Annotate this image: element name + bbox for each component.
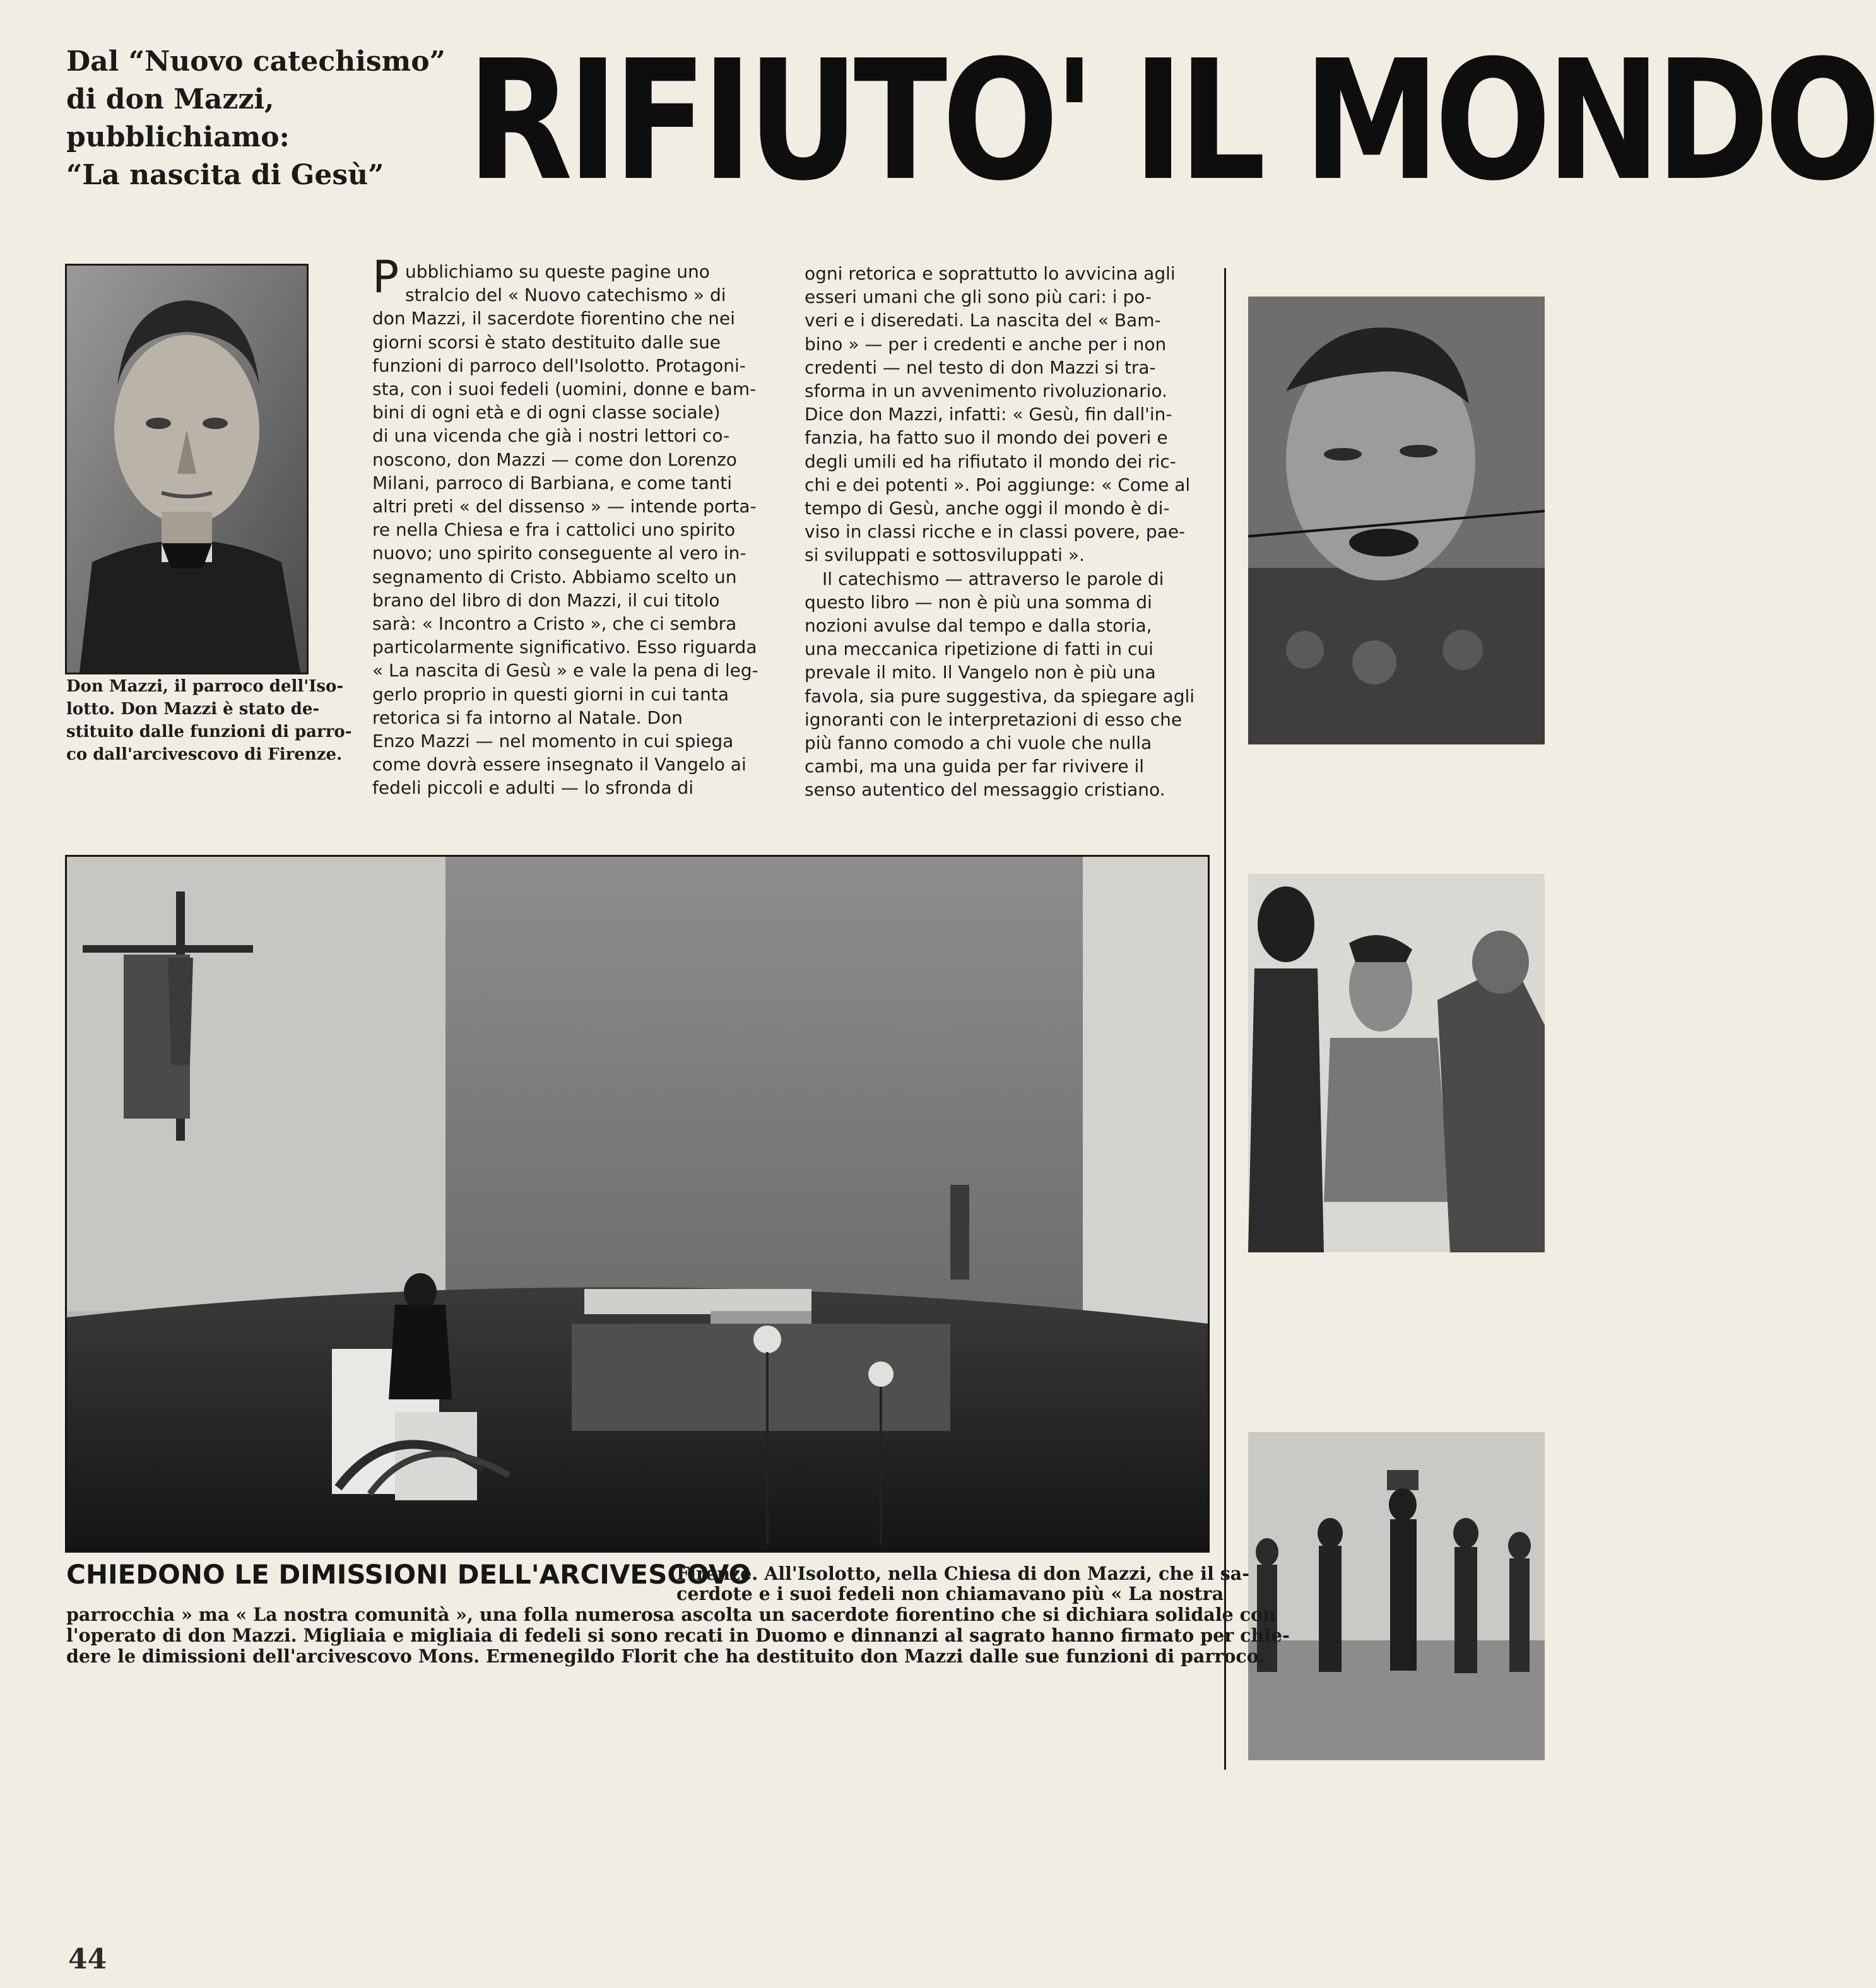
kicker-line: pubblichiamo:: [66, 121, 290, 153]
side-photo-boy: [1248, 297, 1545, 744]
article-line: senso autentico del messaggio cristiano.: [805, 779, 1165, 801]
caption-line: stituito dalle funzioni di parro-: [66, 722, 352, 741]
article-line: particolarmente significativo. Esso riguarda: [372, 637, 757, 658]
main-caption-line: dere le dimissioni dell'arcivescovo Mons. Ermenegildo Florit che ha destituito don Mazzi dalle sue funzioni di parroco.: [66, 1645, 1265, 1667]
article-line: sarà: « Incontro a Cristo », che ci sembra: [372, 613, 737, 635]
main-caption-line: Firenze. All'Isolotto, nella Chiesa di don Mazzi, che il sa-: [676, 1563, 1250, 1584]
article-line: viso in classi ricche e in classi povere, pae-: [805, 521, 1186, 543]
article-line: fedeli piccoli e adulti — lo sfronda di: [372, 777, 694, 799]
main-caption-headline: CHIEDONO LE DIMISSIONI DELL'ARCIVESCOVO: [66, 1559, 752, 1590]
caption-line: Don Mazzi, il parroco dell'Iso-: [66, 677, 344, 696]
article-line: Enzo Mazzi — nel momento in cui spiega: [372, 731, 734, 752]
article-line: giorni scorsi è stato destituito dalle sue: [372, 331, 721, 353]
article-line: prevale il mito. Il Vangelo non è più una: [805, 662, 1156, 683]
main-caption-line: l'operato di don Mazzi. Migliaia e migliaia di fedeli si sono recati in Duomo e dinnanzi al sagrato hanno firmato per chie-: [66, 1625, 1290, 1646]
article-line: gerlo proprio in questi giorni in cui tanta: [372, 683, 729, 705]
article-line: cambi, ma una guida per far rivivere il: [805, 756, 1145, 777]
side-photo-walkers-illustration: [1248, 1432, 1545, 1760]
column-rule: [1224, 268, 1226, 1770]
kicker-line: Dal “Nuovo catechismo”: [66, 45, 445, 78]
article-line: fanzia, ha fatto suo il mondo dei poveri e: [805, 427, 1168, 449]
article-line: re nella Chiesa e fra i cattolici uno spirito: [372, 519, 736, 541]
article-dropcap: P: [372, 251, 399, 303]
article-column-2: [805, 262, 1215, 802]
article-line: Milani, parroco di Barbiana, e come tanti: [372, 472, 733, 493]
article-line: si sviluppati e sottosviluppati ».: [805, 544, 1085, 566]
article-line: nuovo; uno spirito conseguente al vero in-: [372, 543, 746, 564]
article-line: retorica si fa intorno al Natale. Don: [372, 707, 683, 728]
article-line: questo libro — non è più una somma di: [805, 591, 1152, 613]
caption-line: lotto. Don Mazzi è stato de-: [66, 700, 320, 719]
article-line: ogni retorica e soprattutto lo avvicina agli: [805, 263, 1176, 284]
article-line: di una vicenda che già i nostri lettori co-: [372, 425, 730, 447]
article-line: bino » — per i credenti e anche per i non: [805, 333, 1167, 355]
portrait-photo: [65, 264, 309, 674]
article-line: don Mazzi, il sacerdote fiorentino che nei: [372, 308, 735, 329]
article-line: esseri umani che gli sono più cari: i po-: [805, 286, 1152, 308]
portrait-photo-illustration: [67, 266, 307, 673]
main-caption-line: cerdote e i suoi fedeli non chiamavano più « La nostra: [676, 1583, 1224, 1604]
article-line: funzioni di parroco dell'Isolotto. Protagoni-: [372, 355, 746, 376]
side-photo-group: [1248, 874, 1545, 1252]
article-line: brano del libro di don Mazzi, il cui titolo: [372, 589, 720, 611]
article-line: sta, con i suoi fedeli (uomini, donne e bam-: [372, 379, 757, 400]
article-line: degli umili ed ha rifiutato il mondo dei ric-: [805, 450, 1176, 472]
main-caption-line: parrocchia » ma « La nostra comunità », una folla numerosa ascolta un sacerdote fiorentino che si dichiara solidale con: [66, 1604, 1276, 1625]
article-line: bini di ogni età e di ogni classe sociale): [372, 402, 721, 423]
side-photo-boy-illustration: [1248, 297, 1545, 744]
kicker: [66, 43, 445, 194]
article-line: sforma in un avvenimento rivoluzionario.: [805, 380, 1167, 402]
article-line: Dice don Mazzi, infatti: « Gesù, fin dall'in-: [805, 404, 1172, 425]
article-line: nozioni avulse dal tempo e dalla storia,: [805, 615, 1152, 637]
article-line: segnamento di Cristo. Abbiamo scelto un: [372, 566, 737, 587]
article-line: ignoranti con le interpretazioni di esso che: [805, 709, 1183, 730]
page-number: 44: [68, 1943, 107, 1975]
portrait-caption: [66, 675, 363, 766]
caption-line: co dall'arcivescovo di Firenze.: [66, 745, 343, 764]
kicker-line: “La nascita di Gesù”: [66, 159, 384, 191]
article-line: credenti — nel testo di don Mazzi si tra-: [805, 356, 1156, 378]
main-photo-church-assembly: [65, 855, 1210, 1553]
headline: RIFIUTO' IL MONDO: [467, 25, 1876, 217]
article-line: altri preti « del dissenso » — intende porta-: [372, 496, 757, 517]
kicker-line: di don Mazzi,: [66, 83, 274, 115]
article-line: tempo di Gesù, anche oggi il mondo è di-: [805, 498, 1170, 519]
article-line: chi e dei potenti ». Poi aggiunge: « Come al: [805, 474, 1191, 495]
article-column-1: [372, 260, 779, 800]
side-photo-walkers: [1248, 1432, 1545, 1760]
article-line: « La nascita di Gesù » e vale la pena di leg-: [372, 660, 758, 681]
side-photo-group-illustration: [1248, 874, 1545, 1252]
article-line: più fanno comodo a chi vuole che nulla: [805, 732, 1152, 754]
church-assembly-illustration: [67, 857, 1208, 1551]
article-line: Il catechismo — attraverso le parole di: [822, 568, 1164, 589]
article-line: una meccanica ripetizione di fatti in cui: [805, 638, 1153, 660]
article-line: favola, sia pure suggestiva, da spiegare agli: [805, 685, 1195, 707]
article-line: noscono, don Mazzi — come don Lorenzo: [372, 449, 737, 470]
article-line: ubblichiamo su queste pagine uno: [405, 261, 710, 282]
article-line: veri e i diseredati. La nascita del « Bam-: [805, 310, 1161, 331]
article-line: stralcio del « Nuovo catechismo » di: [405, 285, 726, 306]
article-line: come dovrà essere insegnato il Vangelo ai: [372, 754, 746, 775]
